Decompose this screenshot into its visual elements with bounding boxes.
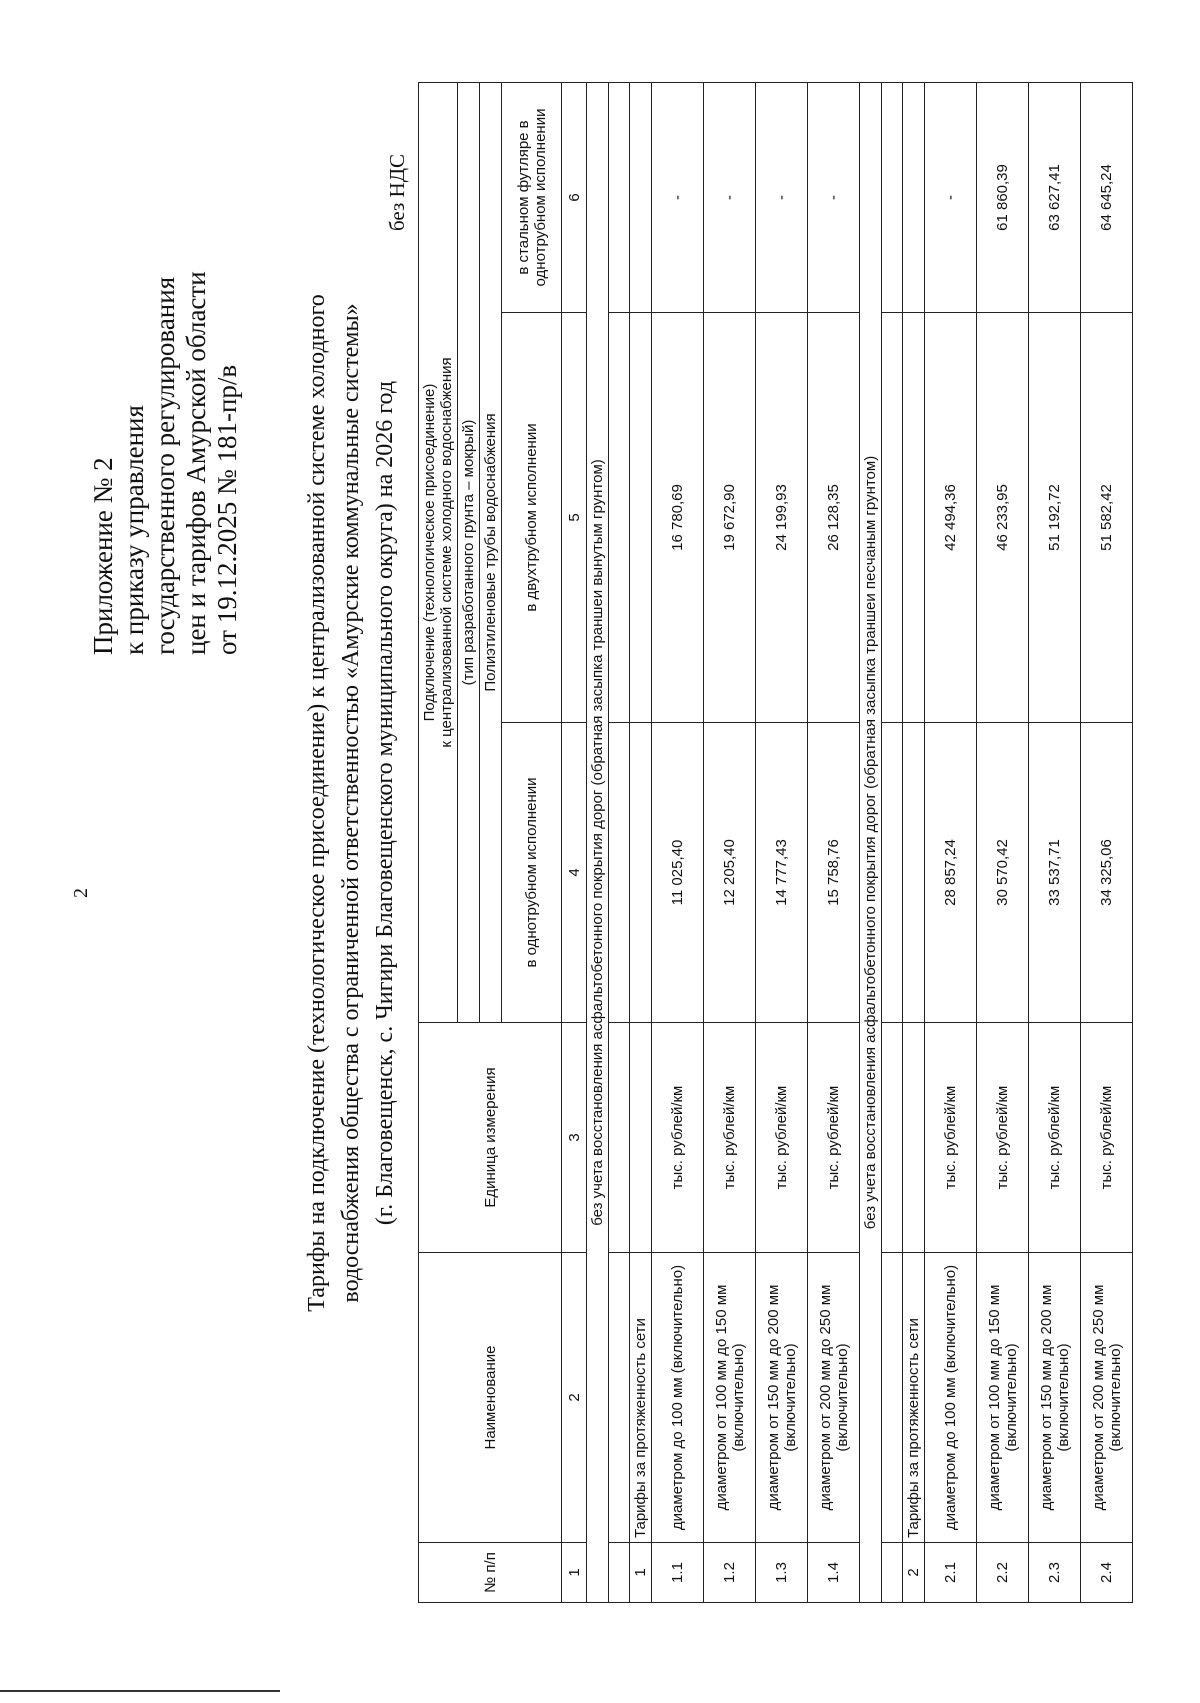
empty-cell	[903, 313, 925, 723]
header-soil-type: (тип разработанного грунта – мокрый)	[458, 82, 480, 1022]
empty-cell	[882, 313, 903, 723]
table-row	[977, 82, 1029, 1602]
row-value-single: 34 325,06	[1081, 723, 1133, 1023]
empty-cell	[609, 82, 630, 312]
row-value-double: 51 582,42	[1081, 313, 1133, 723]
appendix-line: Приложение № 2	[88, 457, 118, 655]
row-value-steel: -	[704, 82, 756, 312]
table-row	[652, 82, 704, 1602]
row-num: 1.3	[756, 1543, 808, 1603]
row-value-steel: -	[808, 82, 860, 312]
col-number: 1	[562, 1543, 587, 1603]
row-num: 2.2	[977, 1543, 1029, 1603]
row-unit: тыс. рублей/км	[1081, 1023, 1133, 1253]
section-title: без учета восстановления асфальтобетонного покрытия дорог (обратная засыпка траншеи песчаным грунтом)	[860, 82, 882, 1602]
vat-note: без НДС	[385, 153, 409, 231]
row-value-single: 14 777,43	[756, 723, 808, 1023]
section-title: без учета восстановления асфальтобетонного покрытия дорог (обратная засыпка траншеи вынутым грунтом)	[587, 82, 609, 1602]
empty-cell	[609, 723, 630, 1023]
row-value-double: 42 494,36	[925, 313, 977, 723]
row-value-single: 30 570,42	[977, 723, 1029, 1023]
row-value-single: 33 537,71	[1029, 723, 1081, 1023]
row-num: 1.2	[704, 1543, 756, 1603]
empty-cell	[630, 313, 652, 723]
row-value-double: 19 672,90	[704, 313, 756, 723]
col-number: 3	[562, 1023, 587, 1253]
row-unit: тыс. рублей/км	[756, 1023, 808, 1253]
group-name: Тарифы за протяженность сети	[903, 1253, 925, 1543]
header-group-line: Подключение (технологическое присоединение)	[421, 383, 438, 722]
empty-cell	[609, 313, 630, 723]
header-group	[419, 82, 458, 1022]
group-num: 1	[630, 1543, 652, 1603]
header-name: Наименование	[419, 1253, 562, 1543]
empty-cell	[882, 1543, 903, 1603]
row-value-steel: -	[756, 82, 808, 312]
row-value-steel: -	[652, 82, 704, 312]
header-sub-double: в двухтрубном исполнении	[502, 313, 562, 723]
row-name: диаметром от 150 мм до 200 мм (включительно)	[756, 1253, 808, 1543]
tariff-table	[418, 82, 1133, 1603]
row-value-single: 28 857,24	[925, 723, 977, 1023]
row-value-steel: 64 645,24	[1081, 82, 1133, 312]
empty-cell	[882, 723, 903, 1023]
appendix-line: государственного регулирования	[150, 276, 180, 655]
row-num: 1.4	[808, 1543, 860, 1603]
row-value-double: 16 780,69	[652, 313, 704, 723]
row-unit: тыс. рублей/км	[977, 1023, 1029, 1253]
header-sub-steel: в стальном футляре в однотрубном исполнении	[502, 82, 562, 312]
header-unit: Единица измерения	[419, 1023, 562, 1253]
row-num: 2.3	[1029, 1543, 1081, 1603]
row-value-steel: 63 627,41	[1029, 82, 1081, 312]
row-unit: тыс. рублей/км	[1029, 1023, 1081, 1253]
appendix-header	[88, 35, 243, 655]
row-name: диаметром от 200 мм до 250 мм (включительно)	[1081, 1253, 1133, 1543]
header-group-line: к централизованной системе холодного водоснабжения	[438, 357, 455, 748]
col-number: 2	[562, 1253, 587, 1543]
empty-cell	[630, 723, 652, 1023]
table-row	[756, 82, 808, 1602]
row-name: диаметром от 100 мм до 150 мм (включительно)	[977, 1253, 1029, 1543]
col-number: 6	[562, 82, 587, 312]
empty-cell	[630, 82, 652, 312]
row-num: 1.1	[652, 1543, 704, 1603]
group-name: Тарифы за протяженность сети	[630, 1253, 652, 1543]
empty-cell	[609, 1543, 630, 1603]
row-value-double: 26 128,35	[808, 313, 860, 723]
table-row	[1081, 82, 1133, 1602]
row-value-double: 51 192,72	[1029, 313, 1081, 723]
table-row	[1029, 82, 1081, 1602]
row-name: диаметром от 100 мм до 150 мм (включительно)	[704, 1253, 756, 1543]
row-value-double: 24 199,93	[756, 313, 808, 723]
row-num: 2.4	[1081, 1543, 1133, 1603]
title-line: (г. Благовещенск, с. Чигири Благовещенского муниципального округа) на 2026 год	[372, 380, 398, 1226]
empty-cell	[609, 1253, 630, 1543]
row-value-single: 12 205,40	[704, 723, 756, 1023]
row-name: диаметром от 150 мм до 200 мм (включительно)	[1029, 1253, 1081, 1543]
row-num: 2.1	[925, 1543, 977, 1603]
appendix-line: от 19.12.2025 № 181-пр/в	[212, 364, 242, 655]
empty-cell	[882, 1253, 903, 1543]
row-value-single: 11 025,40	[652, 723, 704, 1023]
row-value-double: 46 233,95	[977, 313, 1029, 723]
title-line: водоснабжения общества с ограниченной ответственностью «Амурские коммунальные системы»	[338, 303, 364, 1303]
row-name: диаметром от 200 мм до 250 мм (включительно)	[808, 1253, 860, 1543]
col-number: 5	[562, 313, 587, 723]
appendix-line: цен и тарифов Амурской области	[181, 271, 211, 655]
table-row	[808, 82, 860, 1602]
empty-cell	[903, 723, 925, 1023]
title-line: Тарифы на подключение (технологическое присоединение) к централизованной системе холодного	[304, 294, 330, 1312]
empty-cell	[609, 1023, 630, 1253]
row-value-steel: -	[925, 82, 977, 312]
group-num: 2	[903, 1543, 925, 1603]
row-unit: тыс. рублей/км	[652, 1023, 704, 1253]
row-unit: тыс. рублей/км	[925, 1023, 977, 1253]
empty-cell	[903, 82, 925, 312]
header-pipe-type: Полиэтиленовые трубы водоснабжения	[480, 82, 502, 1022]
appendix-line: к приказу управления	[119, 405, 149, 655]
table-row	[704, 82, 756, 1602]
row-name: диаметром до 100 мм (включительно)	[925, 1253, 977, 1543]
page-number: 2	[70, 888, 92, 898]
row-value-steel: 61 860,39	[977, 82, 1029, 312]
col-number: 4	[562, 723, 587, 1023]
empty-cell	[882, 82, 903, 312]
empty-cell	[630, 1023, 652, 1253]
document-title	[300, 83, 402, 1523]
empty-cell	[903, 1023, 925, 1253]
table-row	[925, 82, 977, 1602]
empty-cell	[882, 1023, 903, 1253]
header-sub-single: в однотрубном исполнении	[502, 723, 562, 1023]
row-name: диаметром до 100 мм (включительно)	[652, 1253, 704, 1543]
row-unit: тыс. рублей/км	[704, 1023, 756, 1253]
row-value-single: 15 758,76	[808, 723, 860, 1023]
header-num: № п/п	[419, 1543, 562, 1603]
scan-edge-line	[0, 1690, 280, 1692]
row-unit: тыс. рублей/км	[808, 1023, 860, 1253]
